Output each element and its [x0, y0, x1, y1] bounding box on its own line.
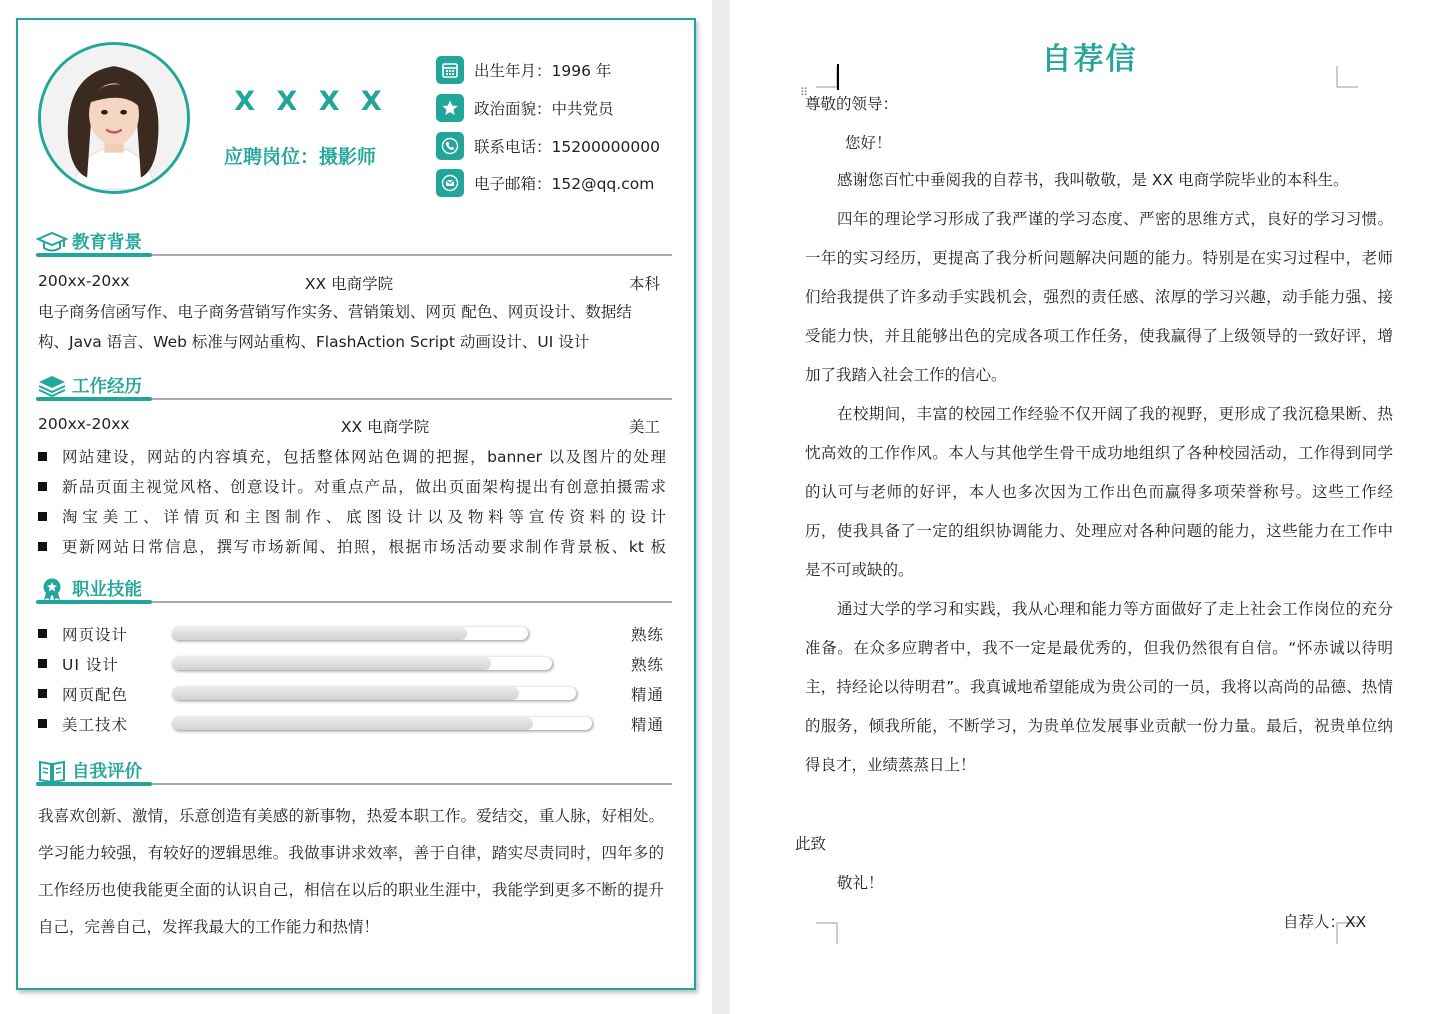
education-school: XX 电商学院: [304, 275, 394, 293]
education-courses: 电子商务信函写作、电子商务营销写作实务、营销策划、网页 配色、网页设计、数据结构、Java 语言、Web 标准与网站重构、FlashAction Script 动画设计、UI 设计: [38, 303, 632, 351]
work-role: 美工: [628, 418, 660, 436]
list-item: [38, 445, 666, 467]
list-item: [38, 535, 666, 557]
skill-row: [38, 713, 664, 735]
work-period: 200xx-20xx: [38, 415, 130, 433]
info-birth-text: 出生年月：1996 年: [474, 62, 612, 80]
letter-signature: 自荐人：XX: [1283, 913, 1367, 931]
info-politics-text: 政治面貌：中共党员: [474, 100, 614, 118]
bullet-marker: [38, 629, 47, 638]
education-degree: 本科: [628, 275, 660, 293]
skill-bar: [172, 687, 576, 700]
skill-bar-fill: [172, 717, 533, 730]
info-email: [436, 168, 654, 198]
skill-row: [38, 653, 664, 675]
resume-page: [0, 0, 712, 1014]
work-bullet-text: 新品页面主视觉风格、创意设计。对重点产品，做出页面架构提出有创意拍摄需求: [62, 478, 666, 496]
text-cursor: [837, 64, 839, 90]
bullet-marker: [38, 452, 47, 461]
avatar: [38, 42, 190, 194]
education-row: [38, 272, 660, 294]
applied-position: 应聘岗位：摄影师: [224, 146, 377, 168]
skill-name: 网页配色: [62, 686, 129, 704]
letter-regards: 敬礼！: [837, 874, 884, 892]
award-icon: [36, 577, 68, 601]
work-bullet-text: 更新网站日常信息，撰写市场新闻、拍照，根据市场活动要求制作背景板、kt 板: [62, 538, 666, 556]
work-bullet-text: 淘宝美工、详情页和主图制作、底图设计以及物料等宣传资料的设计: [62, 508, 666, 526]
skill-level: 精通: [630, 716, 664, 734]
skill-level: 精通: [630, 686, 664, 704]
book-icon: [36, 759, 68, 783]
work-company: XX 电商学院: [340, 418, 430, 436]
crop-mark-top-left: [816, 66, 838, 88]
skill-name: 网页设计: [62, 626, 129, 644]
portrait-photo: [41, 45, 187, 191]
candidate-name: X X X X: [234, 86, 388, 117]
skill-bar: [172, 717, 592, 730]
letter-paragraph: 在校期间，丰富的校园工作经验不仅开阔了我的视野，更形成了我沉稳果断、热忱高效的工作作风。本人与其他学生骨干成功地组织了各种校园活动，工作得到同学的认可与老师的好评，本人也多次因为工作出色而赢得多项荣誉称号。这些工作经历，使我具备了一定的组织协调能力、处理应对各种问题的能力，这些能力在工作中是不可或缺的。: [805, 405, 1393, 579]
mail-icon: [436, 169, 464, 197]
bullet-marker: [38, 659, 47, 668]
section-education: [36, 226, 672, 258]
section-skills: [36, 573, 672, 605]
education-period: 200xx-20xx: [38, 272, 130, 290]
phone-icon: [436, 132, 464, 160]
bullet-marker: [38, 482, 47, 491]
skill-bar-fill: [172, 657, 491, 670]
letter-paragraph: 四年的理论学习形成了我严谨的学习态度、严密的思维方式，良好的学习习惯。一年的实习经历，更提高了我分析问题解决问题的能力。特别是在实习过程中，老师们给我提供了许多动手实践机会，强烈的责任感、浓厚的学习兴趣，动手能力强、接受能力快，并且能够出色的完成各项工作任务，使我赢得了上级领导的一致好评，增加了我踏入社会工作的信心。: [805, 210, 1393, 384]
bullet-marker: [38, 512, 47, 521]
skill-bar: [172, 627, 528, 640]
letter-paragraph: 通过大学的学习和实践，我从心理和能力等方面做好了走上社会工作岗位的充分准备。在众多应聘者中，我不一定是最优秀的，但我仍然很有自信。“怀赤诚以待明主，持经论以待明君”。我真诚地希望能成为贵公司的一员，我将以高尚的品德、热情的服务，倾我所能，不断学习，为贵单位发展事业贡献一份力量。最后，祝贵单位纳得良才，业绩蒸蒸日上！: [805, 600, 1393, 774]
skill-row: [38, 623, 664, 645]
letter-salutation: 尊敬的领导：: [805, 95, 899, 113]
section-self-eval: [36, 755, 672, 787]
divider-accent: [36, 397, 152, 401]
skill-row: [38, 683, 664, 705]
section-title: 职业技能: [72, 580, 142, 600]
letter-body: [805, 161, 1393, 785]
list-item: [38, 505, 666, 527]
skill-level: 熟练: [630, 626, 664, 644]
star-icon: [436, 94, 464, 122]
bullet-marker: [38, 719, 47, 728]
section-title: 教育背景: [72, 233, 142, 253]
work-row: [38, 415, 660, 437]
bullet-marker: [38, 542, 47, 551]
layers-icon: [36, 374, 68, 398]
list-item: [38, 475, 666, 497]
info-politics: [436, 93, 614, 123]
work-bullet-text: 网站建设，网站的内容填充，包括整体网站色调的把握，banner 以及图片的处理: [62, 448, 666, 466]
letter-page[interactable]: [730, 0, 1449, 1014]
info-phone: [436, 131, 660, 161]
letter-title: 自荐信: [1041, 42, 1138, 77]
crop-mark-bottom-left: [816, 922, 838, 944]
divider-accent: [36, 782, 152, 786]
info-birth: [436, 55, 611, 85]
skill-name: UI 设计: [62, 656, 119, 674]
info-email-text: 电子邮箱：152@qq.com: [474, 175, 655, 193]
crop-mark-top-right: [1336, 66, 1358, 88]
skill-bar: [172, 657, 552, 670]
skill-level: 熟练: [630, 656, 664, 674]
drag-handle-icon[interactable]: ⠿: [800, 86, 809, 99]
divider-accent: [36, 600, 152, 604]
bullet-marker: [38, 689, 47, 698]
graduation-cap-icon: [36, 230, 68, 254]
section-work: [36, 370, 672, 402]
skill-bar-fill: [172, 687, 519, 700]
info-phone-text: 联系电话：15200000000: [474, 138, 660, 156]
calendar-icon: [436, 56, 464, 84]
section-title: 自我评价: [72, 762, 142, 782]
section-title: 工作经历: [72, 377, 142, 397]
skill-name: 美工技术: [62, 716, 129, 734]
letter-paragraph: 感谢您百忙中垂阅我的自荐书，我叫敬敬，是 XX 电商学院毕业的本科生。: [837, 171, 1349, 189]
skill-bar-fill: [172, 627, 467, 640]
self-eval-text: 我喜欢创新、激情，乐意创造有美感的新事物，热爱本职工作。爱结交，重人脉，好相处。学习能力较强，有较好的逻辑思维。我做事讲求效率，善于自律，踏实尽责同时，四年多的工作经历也使我能更全面的认识自己，相信在以后的职业生涯中，我能学到更多不断的提升自己，完善自己，发挥我最大的工作能力和热情！: [38, 807, 664, 936]
letter-closing: 此致: [795, 835, 827, 853]
letter-greeting: 您好！: [845, 134, 892, 152]
divider-accent: [36, 253, 152, 257]
